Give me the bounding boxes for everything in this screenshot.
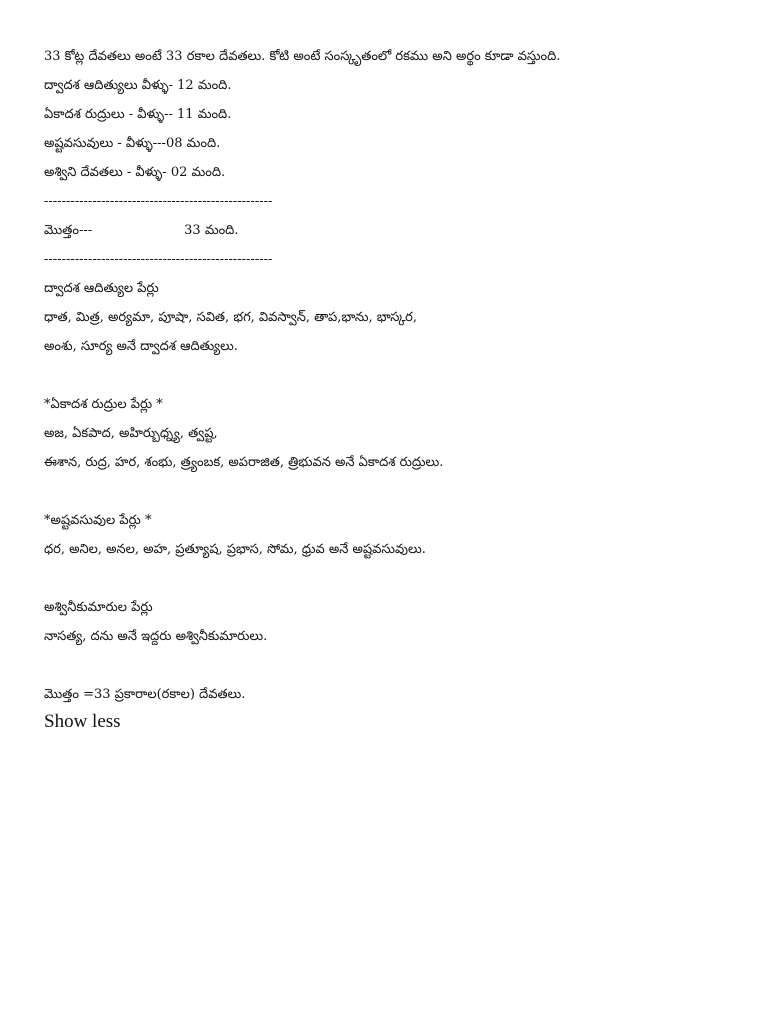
grand-total-line: మొత్తం =33 ప్రకారాల(రకాల) దేవతలు. xyxy=(44,687,246,702)
total-value: 33 మంది. xyxy=(184,223,239,238)
section-heading-ashvins: అశ్వినీకుమారుల పేర్లు xyxy=(44,600,153,615)
show-less-link[interactable]: Show less xyxy=(44,711,121,732)
count-line-ashvins: అశ్విని దేవతలు - వీళ్ళు- 02 మంది. xyxy=(44,165,226,180)
blank-line xyxy=(44,361,744,390)
vasus-names-line: ధర, అనిల, అనల, అహ, ప్రత్యూష, ప్రభాస, సోమ, ధ్రువ అనే అష్టవసువులు. xyxy=(44,542,426,557)
adityas-names-line-2: అంశు, సూర్య అనే ద్వాదశ ఆదిత్యులు. xyxy=(44,339,238,354)
intro-line: 33 కోట్ల దేవతలు అంటే 33 రకాల దేవతలు. కోటి అంటే సంస్కృతంలో రకము అని అర్థం కూడా వస్తుంది. xyxy=(44,49,561,64)
blank-line xyxy=(44,651,744,680)
blank-line xyxy=(44,477,744,506)
count-line-adityas: ద్వాదశ ఆదిత్యులు వీళ్ళు- 12 మంది. xyxy=(44,78,232,93)
rudras-names-line-2: ఈశాన, రుద్ర, హర, శంభు, త్ర్యంబక, అపరాజిత, త్రిభువన అనే ఏకాదశ రుద్రులు. xyxy=(44,455,444,470)
section-heading-vasus: *అష్టవసువుల పేర్లు * xyxy=(44,513,152,528)
rudras-names-line-1: అజ, ఏకపాద, అహిర్బుధ్న్య, త్వష్ట, xyxy=(44,426,218,441)
divider-line: ---------------------------------------------------- xyxy=(44,252,273,267)
blank-line xyxy=(44,564,744,593)
adityas-names-line-1: ధాత, మిత్ర, అర్యమా, పూషా, సవిత, భగ, వివస్వాన్, తాప,భాను, భాస్కర, xyxy=(44,310,418,325)
total-label: మొత్తం--- xyxy=(44,223,93,238)
section-heading-rudras: *ఏకాదశ రుద్రుల పేర్లు * xyxy=(44,397,163,412)
ashvins-names-line: నాసత్య, దను అనే ఇద్దరు అశ్వినీకుమారులు. xyxy=(44,629,268,644)
document-body xyxy=(44,42,744,735)
divider-line: ---------------------------------------------------- xyxy=(44,194,273,209)
count-line-vasus: అష్టవసువులు - వీళ్ళు---08 మంది. xyxy=(44,136,221,151)
total-line xyxy=(44,216,744,245)
count-line-rudras: ఏకాదశ రుద్రులు - వీళ్ళు-- 11 మంది. xyxy=(44,107,232,122)
section-heading-adityas: ద్వాదశ ఆదిత్యుల పేర్లు xyxy=(44,281,159,296)
